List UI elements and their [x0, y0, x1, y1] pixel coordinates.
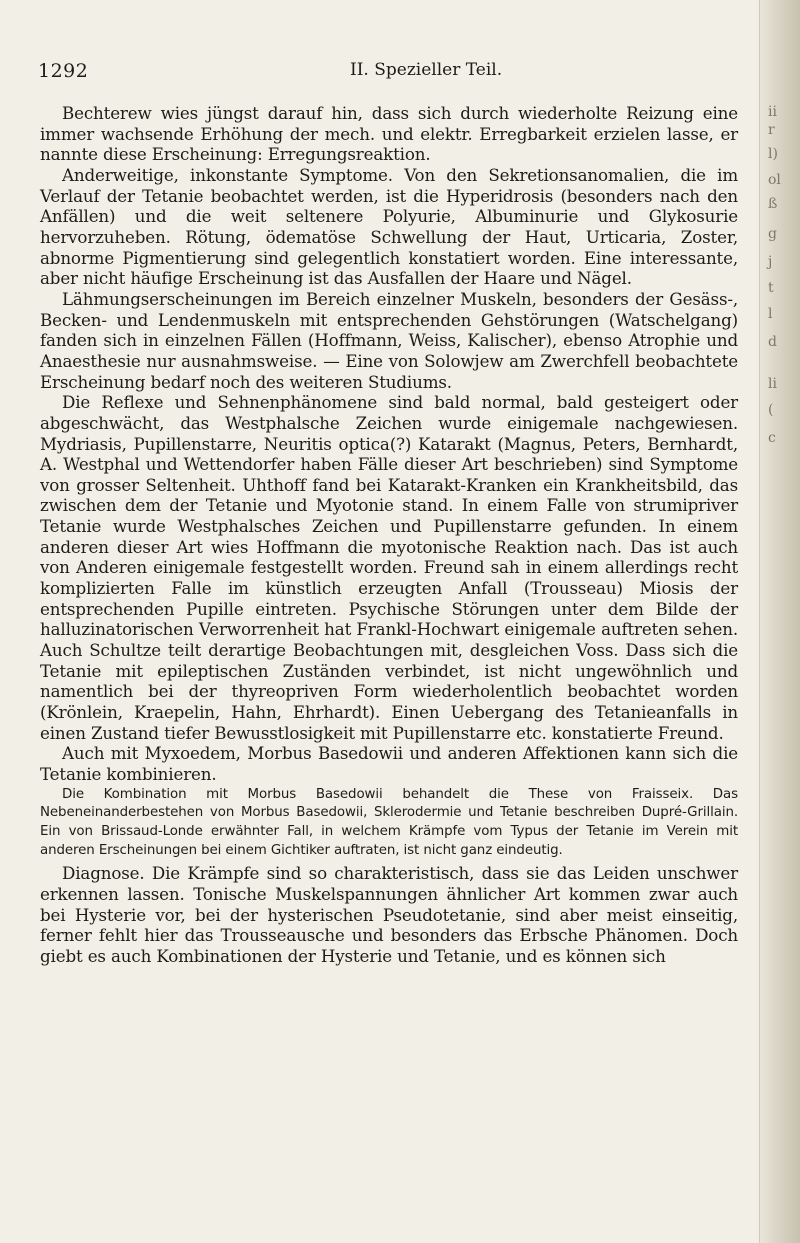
- page-number: 1292: [38, 60, 89, 82]
- edge-mark: ß: [768, 196, 778, 212]
- body-text: [40, 103, 738, 967]
- edge-mark: l): [768, 146, 778, 162]
- edge-mark: li: [768, 376, 777, 392]
- paragraph-laehmungserscheinungen: Lähmungserscheinungen im Bereich einzelner Muskeln, besonders der Gesäss-, Becken- und Lendenmuskeln mit entsprechenden Gehstörungen (Watschelgang) fanden sich in einzelnen Fällen (Hoffmann, Weiss, Kalischer), ebenso Atrophie und Anaesthesie nur ausnahmsweise. — Eine von Solowjew am Zwerchfell beobachtete Erscheinung bedarf noch des weiteren Studiums.: [40, 288, 738, 392]
- paragraph-diagnose: Diagnose. Die Krämpfe sind so charakteristisch, dass sie das Leiden unschwer erkennen lassen. Tonische Muskelspannungen ähnlicher Art kommen zwar auch bei Hysterie vor, bei der hysterischen Pseudotetanie, sind aber meist einseitig, ferner fehlt hier das Trousseausche und besonders das Erbsche Phänomen. Doch giebt es auch Kombinationen der Hysterie und Tetanie, und es können sich: [40, 863, 738, 967]
- edge-mark: ii: [768, 104, 777, 120]
- edge-mark: d: [768, 334, 777, 350]
- paragraph-anderweitige-symptome: Anderweitige, inkonstante Symptome. Von den Sekretionsanomalien, die im Verlauf der Tetanie beobachtet werden, ist die Hyperidrosis (besonders nach den Anfällen) und die weit seltenere Polyurie, Albuminurie und Glykosurie hervorzuheben. Rötung, ödematöse Schwellung der Haut, Urticaria, Zoster, abnorme Pigmentierung sind gelegentlich konstatiert worden. Eine interessante, aber nicht häufige Erscheinung ist das Ausfallen der Haare und Nägel.: [40, 164, 738, 289]
- edge-mark: t: [768, 280, 774, 296]
- facing-page-edge: [759, 0, 800, 1243]
- page-header: [38, 60, 738, 88]
- paragraph-reflexe: Die Reflexe und Sehnenphänomene sind bald normal, bald gesteigert oder abgeschwächt, das Westphalsche Zeichen wurde einigemale nachgewiesen. Mydriasis, Pupillenstarre, Neuritis optica(?) Katarakt (Magnus, Peters, Bernhardt, A. Westphal und Wettendorfer haben Fälle dieser Art beschrieben) sind Symptome von grosser Seltenheit. Uhthoff fand bei Katarakt-Kranken ein Krankheitsbild, das zwischen dem der Tetanie und Myotonie stand. In einem Falle von strumipriver Tetanie wurde Westphalsches Zeichen und Pupillenstarre gefunden. In einem anderen dieser Art wies Hoffmann die myotonische Reaktion nach. Das ist auch von Anderen einigemale festgestellt worden. Freund sah in einem allerdings recht komplizierten Falle im künstlich erzeugten Anfall (Trousseau) Miosis der entsprechenden Pupille eintreten. Psychische Störungen unter dem Bilde der halluzinatorischen Verworrenheit hat Frankl-Hochwart einigemale auftreten sehen. Auch Schultze teilt derartige Beobachtungen mit, desgleichen Voss. Dass sich die Tetanie mit epileptischen Zuständen verbindet, ist nicht ungewöhnlich und namentlich bei der thyreopriven Form wiederholentlich beobachtet worden (Krönlein, Kraepelin, Hahn, Ehrhardt). Einen Uebergang des Tetanieanfalls in einen Zustand tiefer Bewusstlosigkeit mit Pupillenstarre etc. konstatierte Freund.: [40, 392, 738, 743]
- edge-mark: r: [768, 122, 775, 138]
- paragraph-kombinationen: Auch mit Myxoedem, Morbus Basedowii und anderen Affektionen kann sich die Tetanie kombinieren.: [40, 743, 738, 784]
- running-head: II. Spezieller Teil.: [350, 60, 503, 80]
- edge-mark: (: [768, 402, 774, 418]
- edge-mark: g: [768, 226, 777, 242]
- edge-mark: ol: [768, 172, 781, 188]
- edge-mark: l: [768, 306, 773, 322]
- edge-mark: c: [768, 430, 776, 446]
- edge-mark: j: [768, 254, 773, 270]
- small-print-note: Die Kombination mit Morbus Basedowii behandelt die These von Fraisseix. Das Nebeneinanderbestehen von Morbus Basedowii, Sklerodermie und Tetanie beschreiben Dupré-Grillain. Ein von Brissaud-Londe erwähnter Fall, in welchem Krämpfe vom Typus der Tetanie im Verein mit anderen Erscheinungen bei einem Gichtiker auftraten, ist nicht ganz eindeutig.: [40, 786, 738, 858]
- paragraph-erregungsreaktion: Bechterew wies jüngst darauf hin, dass sich durch wiederholte Reizung eine immer wachsende Erhöhung der mech. und elektr. Erregbarkeit erzielen lasse, er nannte diese Erscheinung: Erregungsreaktion.: [40, 103, 738, 165]
